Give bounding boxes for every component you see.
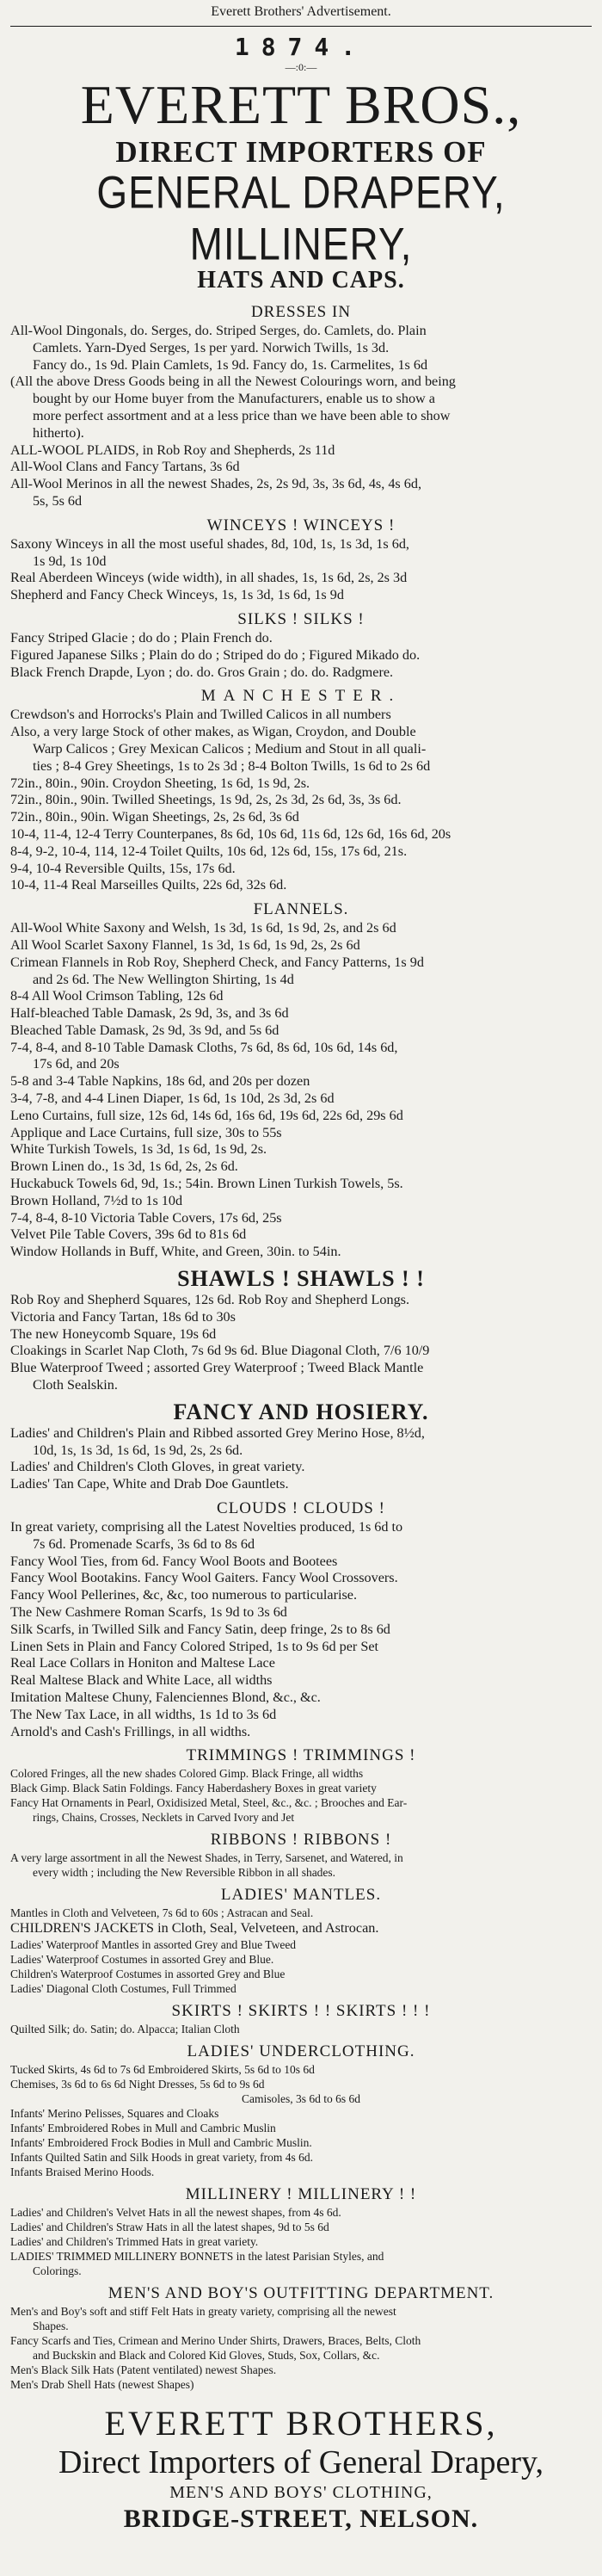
price-line: Fancy Scarfs and Ties, Crimean and Merino Under Shirts, Drawers, Braces, Belts, Cloth [10, 2334, 421, 2348]
section-heading: SKIRTS ! SKIRTS ! ! SKIRTS ! ! ! [171, 2002, 431, 2021]
price-line: Infants' Merino Pelisses, Squares and Cloaks [10, 2107, 219, 2121]
price-line: 7s 6d. Promenade Scarfs, 3s 6d to 8s 6d [33, 1535, 255, 1552]
price-line: Applique and Lace Curtains, full size, 30s to 55s [10, 1124, 282, 1140]
price-line: Cloakings in Scarlet Nap Cloth, 7s 6d 9s 6d. Blue Diagonal Cloth, 7/6 10/9 [10, 1343, 430, 1359]
section-heading: RIBBONS ! RIBBONS ! [210, 1831, 392, 1850]
price-line: Real Aberdeen Winceys (wide width), in all shades, 1s, 1s 6d, 2s, 2s 3d [10, 570, 408, 586]
section-heading: MANCHESTER. [200, 687, 402, 706]
price-line: 72in., 80in., 90in. Twilled Sheetings, 1s 9d, 2s, 2s 3d, 2s 6d, 3s, 3s 6d. [10, 792, 402, 808]
price-line: 7-4, 8-4, and 8-10 Table Damask Cloths, 7s 6d, 8s 6d, 10s 6d, 14s 6d, [10, 1039, 398, 1055]
price-line: Ladies' and Children's Trimmed Hats in great variety. [10, 2235, 259, 2249]
price-line: Ladies' Diagonal Cloth Costumes, Full Trimmed [10, 1982, 236, 1996]
price-line: White Turkish Towels, 1s 3d, 1s 6d, 1s 9d, 2s. [10, 1141, 267, 1158]
price-line: Black French Drapde, Lyon ; do. do. Gros Grain ; do. do. Radgmere. [10, 664, 394, 680]
price-line: Fancy Wool Bootakins. Fancy Wool Gaiters. Fancy Wool Crossovers. [10, 1570, 398, 1586]
price-line: A very large assortment in all the Newest Shades, in Terry, Sarsenet, and Watered, in [10, 1851, 403, 1865]
year: 1874. [234, 33, 368, 61]
section-heading: WINCEYS ! WINCEYS ! [206, 516, 396, 534]
direct-importers-heading: DIRECT IMPORTERS OF [115, 135, 487, 169]
price-line: Brown Holland, 7½d to 1s 10d [10, 1192, 183, 1208]
price-line: Fancy Wool Pellerines, &c, &c, too numerous to particularise. [10, 1587, 357, 1603]
price-line: Crimean Flannels in Rob Roy, Shepherd Check, and Fancy Patterns, 1s 9d [10, 954, 424, 970]
price-line: Crewdson's and Horrocks's Plain and Twilled Calicos in all numbers [10, 707, 391, 723]
section [10, 1885, 592, 1996]
price-line: Quilted Silk; do. Satin; do. Alpacca; Italian Cloth [10, 2023, 240, 2036]
price-line: ties ; 8-4 Grey Sheetings, 1s to 2s 3d ; 8-4 Bolton Twills, 1s 6d to 2s 6d [33, 757, 431, 774]
price-line: Velvet Pile Table Covers, 39s 6d to 81s 6d [10, 1226, 247, 1243]
section [10, 1266, 592, 1394]
price-line: 3-4, 7-8, and 4-4 Linen Diaper, 1s 6d, 1s 10d, 2s 3d, 2s 6d [10, 1090, 335, 1107]
price-line: All Wool Scarlet Saxony Flannel, 1s 3d, 1s 6d, 1s 9d, 2s, 2s 6d [10, 936, 360, 953]
price-line: Infants' Embroidered Frock Bodies in Mull and Cambric Muslin. [10, 2136, 312, 2150]
price-line: Fancy Hat Ornaments in Pearl, Oxidisized Metal, Steel, &c., &c. ; Brooches and Ear- [10, 1796, 408, 1810]
section [10, 609, 592, 681]
price-line: 5-8 and 3-4 Table Napkins, 18s 6d, and 20s per dozen [10, 1073, 310, 1090]
price-line: Half-bleached Table Damask, 2s 9d, 3s, and 3s 6d [10, 1005, 289, 1022]
price-line: Men's Black Silk Hats (Patent ventilated) newest Shapes. [10, 2363, 277, 2377]
section [10, 1745, 592, 1825]
general-drapery-heading: GENERAL DRAPERY, MILLINERY, [96, 166, 506, 269]
section-heading: LADIES' MANTLES. [220, 1886, 382, 1905]
section [10, 2283, 592, 2392]
price-line: Ladies' Waterproof Mantles in assorted Grey and Blue Tweed [10, 1938, 297, 1952]
price-line: (All the above Dress Goods being in all the Newest Colourings worn, and being [10, 374, 456, 390]
footer-clothing: MEN'S AND BOYS' CLOTHING, [169, 2483, 433, 2503]
price-line: Silk Scarfs, in Twilled Silk and Fancy Satin, deep fringe, 2s to 8s 6d [10, 1621, 390, 1637]
section [10, 1399, 592, 1493]
section [10, 1604, 592, 1740]
price-line: CHILDREN'S JACKETS in Cloth, Seal, Velveteen, and Astrocan. [10, 1920, 379, 1937]
price-line: Huckabuck Towels 6d, 9d, 1s.; 54in. Brown Linen Turkish Towels, 5s. [10, 1176, 403, 1192]
price-line: Saxony Winceys in all the most useful shades, 8d, 10d, 1s, 1s 3d, 1s 6d, [10, 535, 409, 552]
section-heading: TRIMMINGS ! TRIMMINGS ! [186, 1746, 416, 1765]
price-line: Ladies' and Children's Velvet Hats in all the newest shapes, from 4s 6d. [10, 2206, 341, 2220]
price-line: Rob Roy and Shepherd Squares, 12s 6d. Rob Roy and Shepherd Longs. [10, 1292, 410, 1308]
section [10, 302, 592, 510]
price-line: more perfect assortment and at a less price than we have been able to show [33, 407, 451, 423]
section-heading: SILKS ! SILKS ! [237, 609, 365, 628]
price-line: Men's Drab Shell Hats (newest Shapes) [10, 2378, 194, 2392]
price-line: Colorings. [33, 2264, 82, 2278]
price-line: Colored Fringes, all the new shades Colored Gimp. Black Fringe, all widths [10, 1767, 364, 1781]
section [10, 2001, 592, 2036]
price-line: Fancy Striped Glacie ; do do ; Plain French do. [10, 629, 273, 646]
ornament-divider: —:0:— [285, 61, 317, 73]
price-line: 10-4, 11-4, 12-4 Terry Counterpanes, 8s 6d, 10s 6d, 11s 6d, 12s 6d, 16s 6d, 20s [10, 825, 452, 842]
price-line: Mantles in Cloth and Velveteen, 7s 6d to 60s ; Astracan and Seal. [10, 1906, 314, 1920]
price-line: Ladies' and Children's Straw Hats in all the latest shapes, 9d to 5s 6d [10, 2221, 329, 2234]
footer-address: BRIDGE-STREET, NELSON. [123, 2505, 479, 2534]
section-heading: SHAWLS ! SHAWLS ! ! [177, 1266, 425, 1292]
price-line: All-Wool Clans and Fancy Tartans, 3s 6d [10, 459, 240, 475]
price-line: Window Hollands in Buff, White, and Green, 30in. to 54in. [10, 1244, 341, 1260]
price-line: Cloth Sealskin. [33, 1377, 118, 1393]
price-line: Chemises, 3s 6d to 6s 6d Night Dresses, 5s 6d to 9s 6d [10, 2078, 265, 2091]
price-line: Arnold's and Cash's Frillings, in all widths. [10, 1723, 251, 1739]
price-line: Infants' Embroidered Robes in Mull and Cambric Muslin [10, 2122, 276, 2135]
price-line: Victoria and Fancy Tartan, 18s 6d to 30s [10, 1308, 236, 1325]
price-line: Infants Braised Merino Hoods. [10, 2165, 155, 2179]
price-line: Ladies' Tan Cape, White and Drab Doe Gauntlets. [10, 1476, 289, 1492]
price-line: Blue Waterproof Tweed ; assorted Grey Waterproof ; Tweed Black Mantle [10, 1360, 424, 1376]
price-line: Ladies' Waterproof Costumes in assorted Grey and Blue. [10, 1953, 274, 1967]
price-line: Figured Japanese Silks ; Plain do do ; Striped do do ; Figured Mikado do. [10, 646, 421, 663]
price-line: 1s 9d, 1s 10d [33, 553, 107, 569]
price-line: 72in., 80in., 90in. Croydon Sheeting, 1s 6d, 1s 9d, 2s. [10, 775, 310, 791]
section-heading: FLANNELS. [253, 900, 349, 919]
price-line: All-Wool White Saxony and Welsh, 1s 3d, 1s 6d, 1s 9d, 2s, and 2s 6d [10, 920, 396, 936]
price-line: bought by our Home buyer from the Manufacturers, enable us to show a [33, 391, 435, 407]
price-line: Brown Linen do., 1s 3d, 1s 6d, 2s, 2s 6d. [10, 1158, 238, 1175]
price-line: rings, Chains, Crosses, Necklets in Carved Ivory and Jet [33, 1811, 295, 1825]
section-heading: LADIES' UNDERCLOTHING. [187, 2042, 415, 2061]
price-line: 8-4 All Wool Crimson Tabling, 12s 6d [10, 988, 224, 1004]
price-line: Shapes. [33, 2320, 69, 2333]
header-rule [10, 26, 592, 27]
section [10, 516, 592, 604]
price-line: and Buckskin and Black and Colored Kid Gloves, Studs, Sox, Collars, &c. [33, 2349, 380, 2363]
price-line: ALL-WOOL PLAIDS, in Rob Roy and Shepherds, 2s 11d [10, 442, 335, 458]
price-line: 10-4, 11-4 Real Marseilles Quilts, 22s 6d, 32s 6d. [10, 877, 287, 893]
price-line: 10d, 1s, 1s 3d, 1s 6d, 1s 9d, 2s, 2s 6d. [33, 1442, 243, 1458]
price-line: Camisoles, 3s 6d to 6s 6d [241, 2092, 360, 2106]
price-line: Bleached Table Damask, 2s 9d, 3s 9d, and 5s 6d [10, 1022, 280, 1038]
page-header: Everett Brothers' Advertisement. [211, 4, 391, 19]
price-line: Men's and Boy's soft and stiff Felt Hats in greaty variety, comprising all the newest [10, 2305, 396, 2319]
price-line: Ladies' and Children's Plain and Ribbed assorted Grey Merino Hose, 8½d, [10, 1424, 425, 1441]
price-line: Children's Waterproof Costumes in assorted Grey and Blue [10, 1968, 286, 1981]
price-line: Warp Calicos ; Grey Mexican Calicos ; Medium and Stout in all quali- [33, 740, 427, 757]
price-line: All-Wool Dingonals, do. Serges, do. Striped Serges, do. Camlets, do. Plain [10, 323, 427, 338]
section-heading: DRESSES IN [250, 303, 352, 321]
section [10, 1498, 592, 1604]
price-line: LADIES' TRIMMED MILLINERY BONNETS in the latest Parisian Styles, and [10, 2250, 384, 2264]
price-line: Real Lace Collars in Honiton and Maltese Lace [10, 1655, 275, 1671]
price-line: The new Honeycomb Square, 19s 6d [10, 1325, 217, 1342]
firm-name: EVERETT BROS., [80, 74, 522, 135]
price-line: 5s, 5s 6d [33, 492, 83, 509]
price-line: every width ; including the New Reversible Ribbon in all shades. [33, 1866, 336, 1880]
price-line: Black Gimp. Black Satin Foldings. Fancy Haberdashery Boxes in great variety [10, 1782, 377, 1795]
section [10, 899, 592, 1261]
price-line: 8-4, 9-2, 10-4, 114, 12-4 Toilet Quilts, 10s 6d, 12s 6d, 15s, 17s 6d, 21s. [10, 843, 408, 859]
section [10, 686, 592, 894]
section [10, 2042, 592, 2179]
section [10, 2184, 592, 2278]
product-sections [10, 302, 592, 2392]
price-line: Camlets. Yarn-Dyed Serges, 1s per yard. Norwich Twills, 1s 3d. [33, 339, 390, 355]
price-line: Shepherd and Fancy Check Winceys, 1s, 1s 3d, 1s 6d, 1s 9d [10, 587, 344, 603]
price-line: Real Maltese Black and White Lace, all widths [10, 1672, 273, 1689]
price-line: Tucked Skirts, 4s 6d to 7s 6d Embroidered Skirts, 5s 6d to 10s 6d [10, 2063, 315, 2077]
price-line: Also, a very large Stock of other makes, as Wigan, Croydon, and Double [10, 724, 416, 740]
price-line: The New Cashmere Roman Scarfs, 1s 9d to 3s 6d [10, 1604, 287, 1620]
footer-direct-importers: Direct Importers of General Drapery, [58, 2444, 544, 2481]
price-line: Leno Curtains, full size, 12s 6d, 14s 6d, 16s 6d, 19s 6d, 22s 6d, 29s 6d [10, 1107, 403, 1123]
price-line: Ladies' and Children's Cloth Gloves, in great variety. [10, 1459, 305, 1475]
price-line: All-Wool Merinos in all the newest Shades, 2s, 2s 9d, 3s, 3s 6d, 4s, 4s 6d, [10, 476, 422, 492]
price-line: In great variety, comprising all the Latest Novelties produced, 1s 6d to [10, 1519, 403, 1535]
hats-caps-heading: HATS AND CAPS. [197, 267, 405, 293]
section [10, 1830, 592, 1880]
section-heading: MEN'S AND BOY'S OUTFITTING DEPARTMENT. [108, 2284, 494, 2303]
section-heading: FANCY AND HOSIERY. [173, 1399, 429, 1424]
section-heading: MILLINERY ! MILLINERY ! ! [185, 2185, 417, 2204]
price-line: 7-4, 8-4, 8-10 Victoria Table Covers, 17s 6d, 25s [10, 1209, 282, 1226]
price-line: Fancy do., 1s 9d. Plain Camlets, 1s 9d. Fancy do, 1s. Carmelites, 1s 6d [33, 356, 428, 373]
price-line: Linen Sets in Plain and Fancy Colored Striped, 1s to 9s 6d per Set [10, 1638, 379, 1654]
price-line: Imitation Maltese Chuny, Falenciennes Blond, &c., &c. [10, 1689, 321, 1705]
price-line: and 2s 6d. The New Wellington Shirting, 1s 4d [33, 971, 294, 987]
price-line: Fancy Wool Ties, from 6d. Fancy Wool Boots and Bootees [10, 1553, 338, 1569]
price-line: 72in., 80in., 90in. Wigan Sheetings, 2s, 2s 6d, 3s 6d [10, 809, 299, 825]
footer-firm-name: EVERETT BROTHERS, [104, 2404, 498, 2443]
price-line: 17s 6d, and 20s [33, 1056, 120, 1072]
section-heading: CLOUDS ! CLOUDS ! [217, 1499, 385, 1518]
price-line: The New Tax Lace, in all widths, 1s 1d to 3s 6d [10, 1706, 277, 1722]
price-line: hitherto). [33, 424, 84, 441]
price-line: 9-4, 10-4 Reversible Quilts, 15s, 17s 6d. [10, 860, 236, 876]
price-line: Infants Quilted Satin and Silk Hoods in great variety, from 4s 6d. [10, 2151, 313, 2165]
